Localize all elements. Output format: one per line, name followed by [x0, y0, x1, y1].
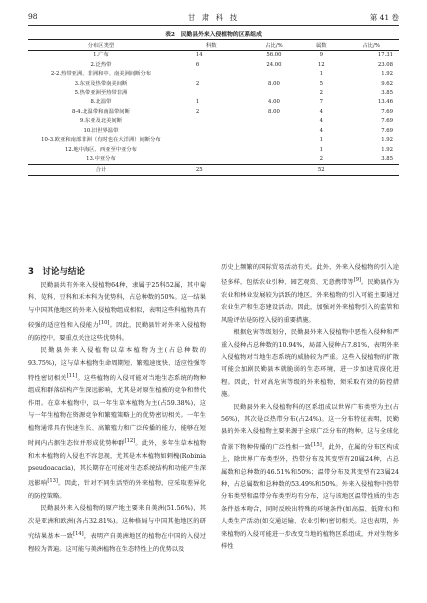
cell-distribution-type: 8.北温带: [90, 99, 112, 106]
cell-distribution-type: 9.东亚及北美间断: [79, 118, 123, 125]
cell-genus-ratio: 7.69: [381, 118, 393, 125]
table-row: [28, 89, 399, 98]
cell-distribution-type: 12.地中海区、西亚至中亚分布: [64, 146, 137, 153]
cell-distribution-type: 5.热带亚洲至热带非洲: [74, 89, 128, 96]
table-total-row: [28, 165, 399, 176]
table-row: [28, 155, 399, 165]
flora-composition-table: [28, 39, 399, 176]
cell-genus-count: 12: [317, 61, 325, 68]
cell-genus-count: 5: [319, 80, 323, 87]
cell-genus-ratio: 7.69: [381, 108, 393, 115]
cell-family-ratio: [249, 89, 299, 98]
col-header-genus-ratio: 占比/%: [343, 40, 399, 51]
total-cell-family-count: 25: [174, 165, 249, 176]
cell-family-ratio: [249, 155, 299, 165]
paragraph: 根据危害等级划分，民勤县外来入侵植物中恶性入侵种和严重入侵种占总种数的10.94%，局部入侵种占7.81%，表明外来入侵植物对当地生态系统的威胁较为严重。这些入侵植物的扩散可能会加剧民勤县本就脆弱的生态环境，进一步加速荒漠化进程。因此，针对高危害等级的外来植物，须采取有效的防控措施。: [221, 329, 399, 399]
cell-distribution-type: 2-2.热带亚洲、非洲和中、南美洲间断分布: [50, 71, 152, 78]
cell-family-count: [174, 127, 249, 136]
cell-genus-ratio: 23.08: [377, 61, 393, 68]
cell-genus-count: 4: [319, 127, 323, 134]
cell-genus-count: 1: [319, 137, 323, 144]
cell-family-count: 1: [195, 99, 200, 106]
cell-family-ratio: 24.00: [266, 61, 282, 68]
table-caption: 表2 民勤县外来入侵植物的区系组成: [165, 32, 262, 38]
table-header-row: [28, 40, 399, 51]
col-header-distribution-type: 分布区类型: [28, 40, 174, 51]
cell-genus-count: 7: [319, 99, 323, 106]
cell-genus-count: 1: [319, 146, 323, 153]
cell-family-count: [174, 145, 249, 154]
cell-genus-count: 4: [319, 108, 323, 115]
paragraph: 民勤县外来入侵植物以草本植物为主(占总种数的93.75%)，这与草本植物生命周期短、繁殖速度快、适应性强等特性密切相关[11]。这些植物的入侵可能对当地生态系统的物种组成和群落结构产生深远影响，尤其是对原生植被的竞争和替代作用。在草本植物中，以一年生草本植物为主(占59.38%)，这与一年生植物在资源竞争和繁殖策略上的优势密切相关。一年生植物通常具有快速生长、高繁殖力和广泛传播的能力，能够在短时间内占据生态位并形成优势种群[12]。此外，多年生草本植物和木本植物的入侵也不容忽视，尤其是木本植物如刺槐(Robinia pseudoacacia)，其长期存在可能对生态系统结构和功能产生深远影响[13]。因此，针对不同生活型的外来植物，应采取差异化的防控策略。: [28, 347, 207, 500]
header-rule: [28, 25, 399, 26]
cell-family-count: 6: [195, 61, 200, 68]
page-header: [28, 12, 399, 24]
cell-family-ratio: 56.00: [266, 52, 282, 59]
cell-family-ratio: [249, 136, 299, 145]
section-title: 3 讨论与结论: [28, 267, 85, 277]
table-row: [28, 70, 399, 79]
table-row: [28, 60, 399, 69]
cell-genus-count: 4: [319, 118, 323, 125]
cell-genus-ratio: 17.31: [377, 52, 393, 59]
cell-genus-ratio: 1.92: [381, 71, 393, 78]
table-row: [28, 98, 399, 107]
cell-genus-count: 9: [319, 52, 323, 59]
volume-number: 第 41 卷: [369, 13, 399, 22]
cell-family-ratio: [249, 117, 299, 126]
table-row: [28, 79, 399, 88]
cell-genus-ratio: 1.92: [381, 146, 393, 153]
paragraph: 民勤县共有外来入侵植物64种，隶属于25科52属，其中菊科、苋科、豆科和禾本科为优势科，占总种数的50%。这一结果与中国其他地区的外来入侵植物组成相似，表明这些科植物具有较强的适应性和入侵能力[10]。因此，民勤县针对外来入侵植物的防控中，要重点关注这些优势科。: [28, 282, 207, 342]
cell-family-ratio: [249, 127, 299, 136]
col-header-family-count: 科数: [174, 40, 249, 51]
journal-title: 甘 肃 科 技: [187, 13, 240, 22]
total-cell-family-ratio: [249, 165, 299, 176]
left-text-column: [28, 266, 206, 556]
cell-genus-count: 2: [319, 89, 323, 96]
cell-family-ratio: [249, 70, 299, 79]
paragraph: 民勤县外来入侵植物的原产地主要来自美洲(51.56%)，其次是亚洲和欧洲(各占32.81%)。这种格局与中国其他地区的研究结果基本一致[14]，表明产自美洲地区的植物在中国的入侵过程较为普遍。这可能与美洲植物在生态特性上的优势以及: [28, 505, 207, 553]
cell-genus-count: 1: [319, 71, 323, 78]
cell-family-count: [174, 155, 249, 165]
cell-family-count: [174, 136, 249, 145]
cell-family-ratio: [249, 145, 299, 154]
total-cell-distribution-type: 合计: [28, 165, 174, 176]
table-row: [28, 108, 399, 117]
col-header-genus-count: 属数: [299, 40, 343, 51]
cell-distribution-type: 3.东亚及热带南美间断: [74, 80, 128, 87]
table-row: [28, 145, 399, 154]
cell-family-ratio: 4.00: [268, 99, 280, 106]
table-row: [28, 51, 399, 61]
paragraph: 历史上频繁的国际贸易活动有关。此外，外来入侵植物的引入途径多样，包括农业引种、园艺观赏、无意携带等[9]。民勤县作为农业和林业发展较为活跃的地区，外来植物的引入可能主要通过农业生产和生态建设活动。因此，加强对外来植物引入的监管和风险评估是防控入侵的重要措施。: [221, 264, 399, 324]
total-cell-genus-ratio: [343, 165, 399, 176]
cell-distribution-type: 10-3.欧亚和南部非洲（有时也在大洋洲）间断分布: [41, 137, 161, 144]
paragraph: 民勤县外来入侵植物科的区系组成以世界广布类型为主(占56%)，其次是泛热带分布(占24%)。这一分布特征表明，民勤县的外来入侵植物主要来源于全球广泛分布的物种，这与全球化背景下物种传播的广泛性相一致[15]。此外，在属的分布区构成上，除世界广布类型外，热带分布及其变型有20属24种，占总属数和总种数的46.51%和50%；温带分布及其变型有23属24种，占总属数和总种数的53.49%和50%。外来入侵植物中热带分布类型和温带分布类型均有分布，这与该地区温带性质的生态条件基本吻合，同时反映出特殊的环境条件(如高温、低降水)和人类生产活动(如交通运输、农业引种)密切相关。这也表明，外来植物的入侵可能进一步改变当地的植物区系组成，并对生物多样性: [221, 403, 400, 551]
cell-family-count: 2: [195, 108, 200, 115]
cell-family-count: [174, 70, 249, 79]
cell-distribution-type: 13.中亚分布: [86, 156, 116, 163]
cell-genus-ratio: 13.46: [377, 99, 393, 106]
cell-family-ratio: 8.00: [268, 80, 280, 87]
cell-family-count: [174, 89, 249, 98]
page-number: 98: [28, 12, 38, 21]
table-row: [28, 117, 399, 126]
table-row: [28, 136, 399, 145]
cell-genus-count: 2: [319, 156, 323, 163]
cell-distribution-type: 8-4.北温带和南温带间断: [72, 108, 130, 115]
cell-genus-ratio: 9.62: [381, 80, 393, 87]
cell-family-count: 2: [195, 80, 200, 87]
cell-family-count: 14: [195, 52, 203, 59]
cell-distribution-type: 2.泛热带: [90, 61, 112, 68]
cell-genus-ratio: 7.69: [381, 127, 393, 134]
cell-family-ratio: 8.00: [268, 108, 280, 115]
cell-family-count: [174, 117, 249, 126]
total-cell-genus-count: 52: [299, 165, 343, 176]
cell-distribution-type: 10.旧世界温带: [83, 127, 119, 134]
cell-distribution-type: 1.广布: [93, 52, 109, 59]
col-header-family-ratio: 占比/%: [249, 40, 299, 51]
cell-genus-ratio: 1.92: [381, 137, 393, 144]
table-row: [28, 127, 399, 136]
right-text-column: [221, 262, 399, 554]
cell-genus-ratio: 3.85: [381, 156, 393, 163]
cell-genus-ratio: 3.85: [381, 89, 393, 96]
